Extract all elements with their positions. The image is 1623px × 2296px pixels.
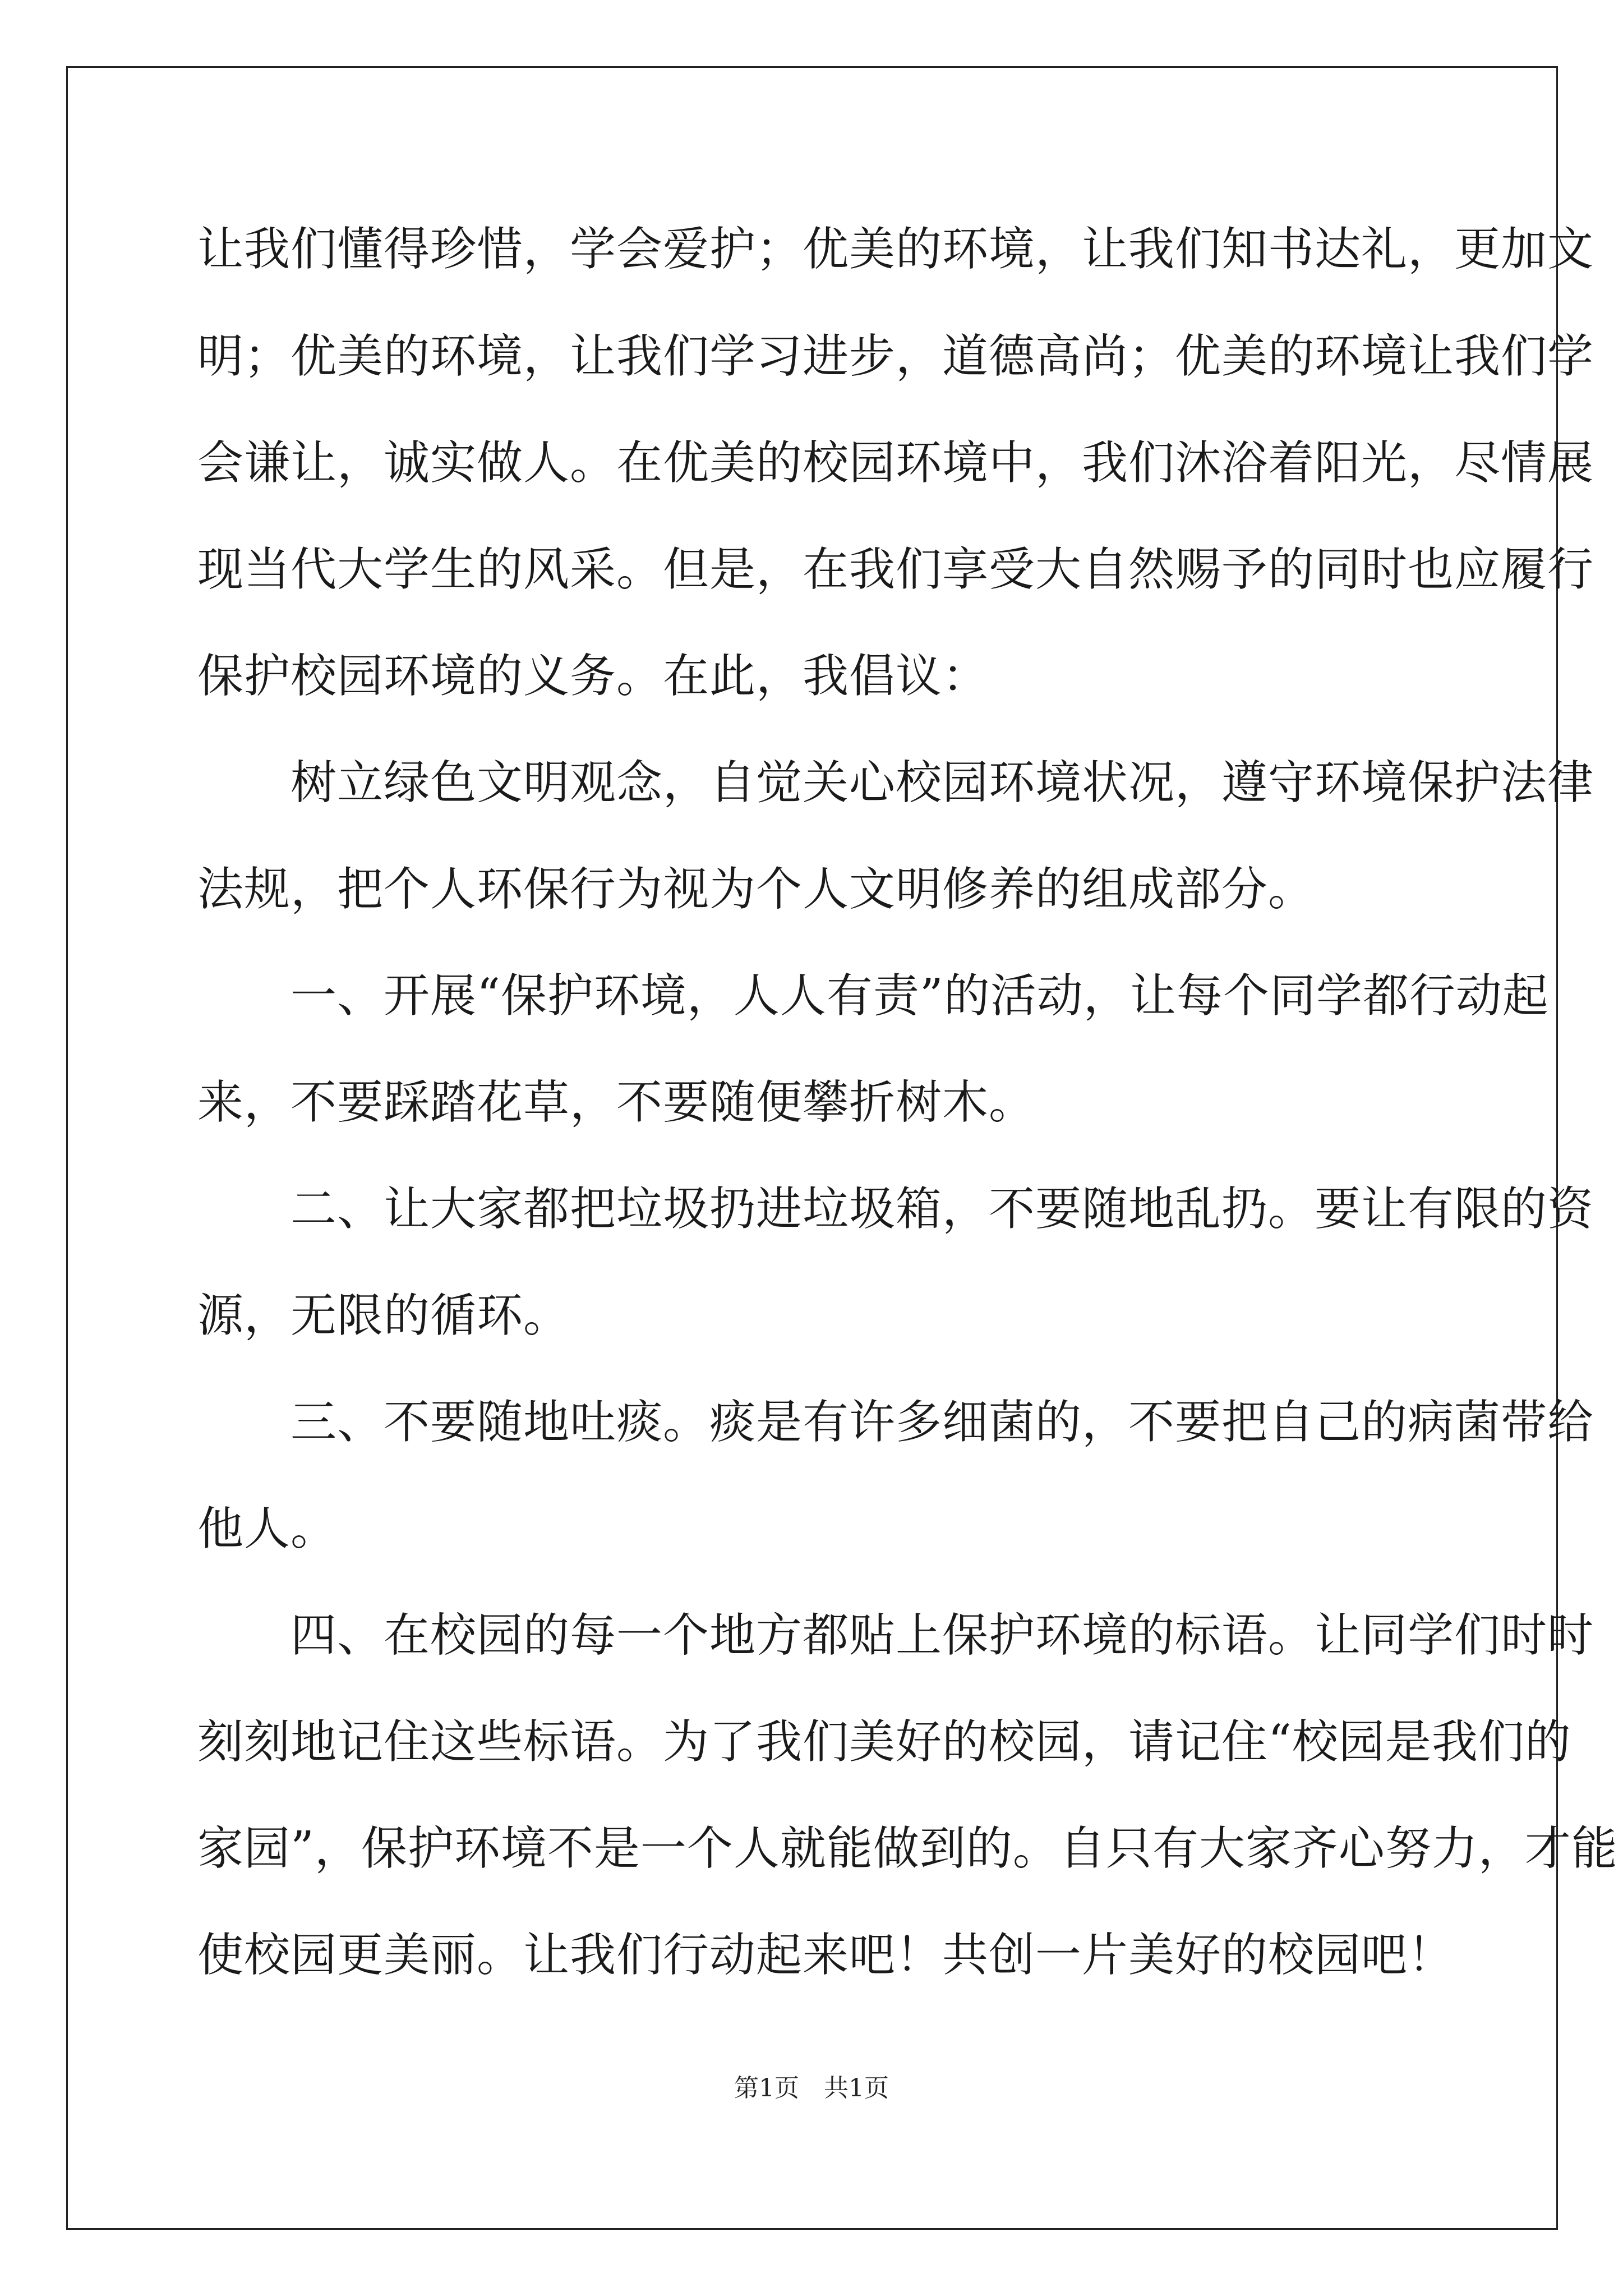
text-line: 来，不要踩踏花草，不要随便攀折树木。 [197, 1076, 1036, 1129]
text-line: 他人。 [197, 1502, 338, 1556]
text-line: 法规，把个人环保行为视为个人文明修养的组成部分。 [197, 863, 1315, 916]
page-border [66, 66, 1558, 2230]
text-line: 明；优美的环境，让我们学习进步，道德高尚；优美的环境让我们学 [197, 330, 1594, 383]
text-line: 让我们懂得珍惜，学会爱护；优美的环境，让我们知书达礼，更加文 [197, 223, 1594, 276]
text-line: 三、不要随地吐痰。痰是有许多细菌的，不要把自己的病菌带给 [197, 1396, 1594, 1449]
text-line: 家园”，保护环境不是一个人就能做到的。自只有大家齐心努力，才能 [197, 1822, 1618, 1875]
text-line: 使校园更美丽。让我们行动起来吧！共创一片美好的校园吧！ [197, 1929, 1455, 1982]
text-line: 刻刻地记住这些标语。为了我们美好的校园，请记住“校园是我们的 [197, 1715, 1571, 1769]
text-line: 会谦让，诚实做人。在优美的校园环境中，我们沐浴着阳光，尽情展 [197, 436, 1594, 490]
text-line: 保护校园环境的义务。在此，我倡议： [197, 650, 989, 703]
text-line: 一、开展“保护环境，人人有责”的活动，让每个同学都行动起 [197, 969, 1549, 1023]
page-footer: 第1页 共1页 [734, 2074, 889, 2102]
text-line: 四、在校园的每一个地方都贴上保护环境的标语。让同学们时时 [197, 1609, 1594, 1662]
text-line: 树立绿色文明观念，自觉关心校园环境状况，遵守环境保护法律 [197, 756, 1594, 809]
text-line: 源，无限的循环。 [197, 1289, 570, 1342]
text-line: 二、让大家都把垃圾扔进垃圾箱，不要随地乱扔。要让有限的资 [197, 1182, 1594, 1236]
text-line: 现当代大学生的风采。但是，在我们享受大自然赐予的同时也应履行 [197, 543, 1594, 596]
